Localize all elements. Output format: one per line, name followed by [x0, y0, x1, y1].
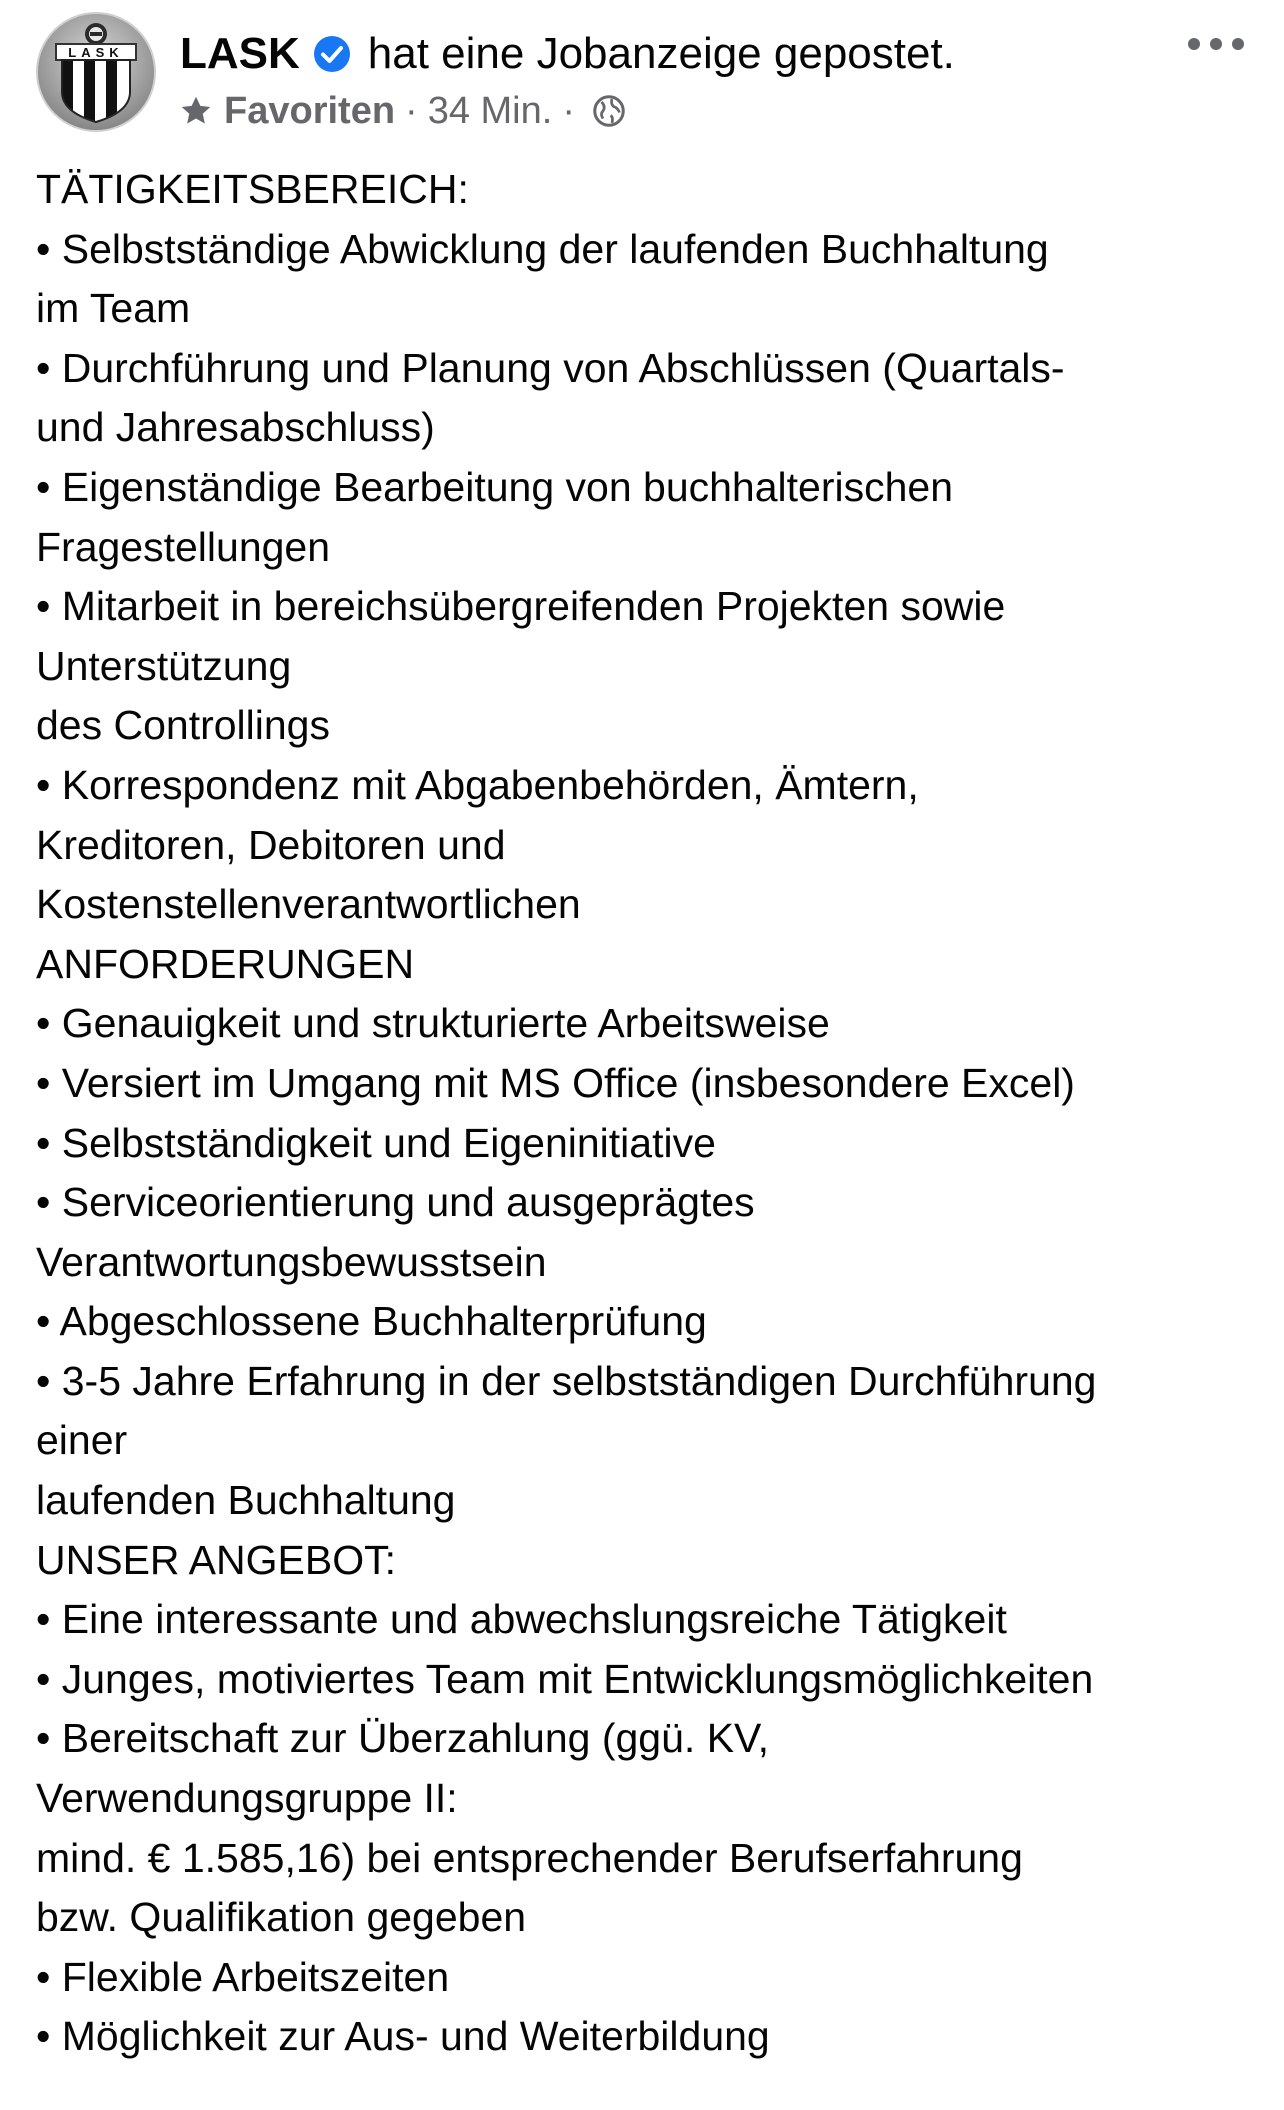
post-text-line: • Junges, motiviertes Team mit Entwicklungsmöglichkeiten [36, 1655, 1094, 1702]
post-text-line: • Abgeschlossene Buchhalterprüfung [36, 1298, 707, 1345]
post-text-line: Verantwortungsbewusstsein [36, 1238, 547, 1285]
post-action-text: hat eine Jobanzeige gepostet. [367, 29, 955, 78]
post-text-line: • Flexible Arbeitszeiten [36, 1953, 450, 2000]
post-text-line: und Jahresabschluss) [36, 404, 435, 451]
post-text-line: Kostenstellenverantwortlichen [36, 881, 581, 928]
meta-separator: · [405, 89, 418, 132]
more-options-icon[interactable] [1188, 24, 1244, 64]
verified-badge-icon [312, 34, 352, 74]
more-dot [1232, 38, 1244, 50]
globe-icon [591, 93, 627, 129]
post-title-line [180, 26, 955, 82]
post-text-line: TÄTIGKEITSBEREICH: [36, 166, 469, 212]
post-text-line: Fragestellungen [36, 523, 331, 570]
post-text-line: • 3-5 Jahre Erfahrung in der selbstständigen Durchführung [36, 1357, 1097, 1404]
post-text-line: • Selbstständige Abwicklung der laufenden Buchhaltung [36, 225, 1049, 272]
star-icon [178, 93, 214, 129]
post-text-line: • Genauigkeit und strukturierte Arbeitsweise [36, 1000, 830, 1047]
post-text-line: bzw. Qualifikation gegeben [36, 1894, 527, 1941]
post-text-line: • Bereitschaft zur Überzahlung (ggü. KV, [36, 1715, 770, 1762]
post-text-line: • Durchführung und Planung von Abschlüssen (Quartals- [36, 344, 1065, 391]
post-text-line: • Eigenständige Bearbeitung von buchhalterischen [36, 463, 953, 510]
page-name[interactable]: LASK [180, 29, 300, 78]
post-text-line: Kreditoren, Debitoren und [36, 821, 506, 868]
post-header [0, 0, 1284, 160]
meta-separator-2: · [562, 89, 575, 132]
post-text-line: Verwendungsgruppe II: [36, 1775, 458, 1822]
post-text-line: • Versiert im Umgang mit MS Office (insbesondere Excel) [36, 1059, 1075, 1106]
post-text-line: • Selbstständigkeit und Eigeninitiative [36, 1119, 716, 1166]
post-text-line: • Korrespondenz mit Abgabenbehörden, Ämtern, [36, 761, 919, 808]
post-text-line: laufenden Buchhaltung [36, 1477, 456, 1524]
post-text-line: mind. € 1.585,16) bei entsprechender Berufserfahrung [36, 1834, 1023, 1881]
post-text-line: im Team [36, 285, 191, 332]
page-avatar[interactable] [36, 12, 156, 132]
avatar-logo-text: LASK [68, 45, 124, 60]
post-text-line: einer [36, 1417, 128, 1464]
post-text-line: UNSER ANGEBOT: [36, 1536, 396, 1583]
post-text [36, 160, 1256, 2067]
post-text-line: • Möglichkeit zur Aus- und Weiterbildung [36, 2013, 770, 2060]
more-dot [1210, 38, 1222, 50]
post-text-line: • Serviceorientierung und ausgeprägtes [36, 1179, 755, 1226]
post-text-line: Unterstützung [36, 642, 292, 689]
post-text-line: • Mitarbeit in bereichsübergreifenden Projekten sowie [36, 583, 1006, 630]
post-meta [178, 88, 627, 134]
lask-logo-icon [38, 14, 154, 130]
more-dot [1188, 38, 1200, 50]
post-text-line: ANFORDERUNGEN [36, 940, 415, 987]
post-text-line: des Controllings [36, 702, 330, 749]
audience-label[interactable]: Favoriten [224, 89, 396, 132]
post-text-line: • Eine interessante und abwechslungsreiche Tätigkeit [36, 1596, 1007, 1643]
post-time[interactable]: 34 Min. [427, 89, 553, 132]
